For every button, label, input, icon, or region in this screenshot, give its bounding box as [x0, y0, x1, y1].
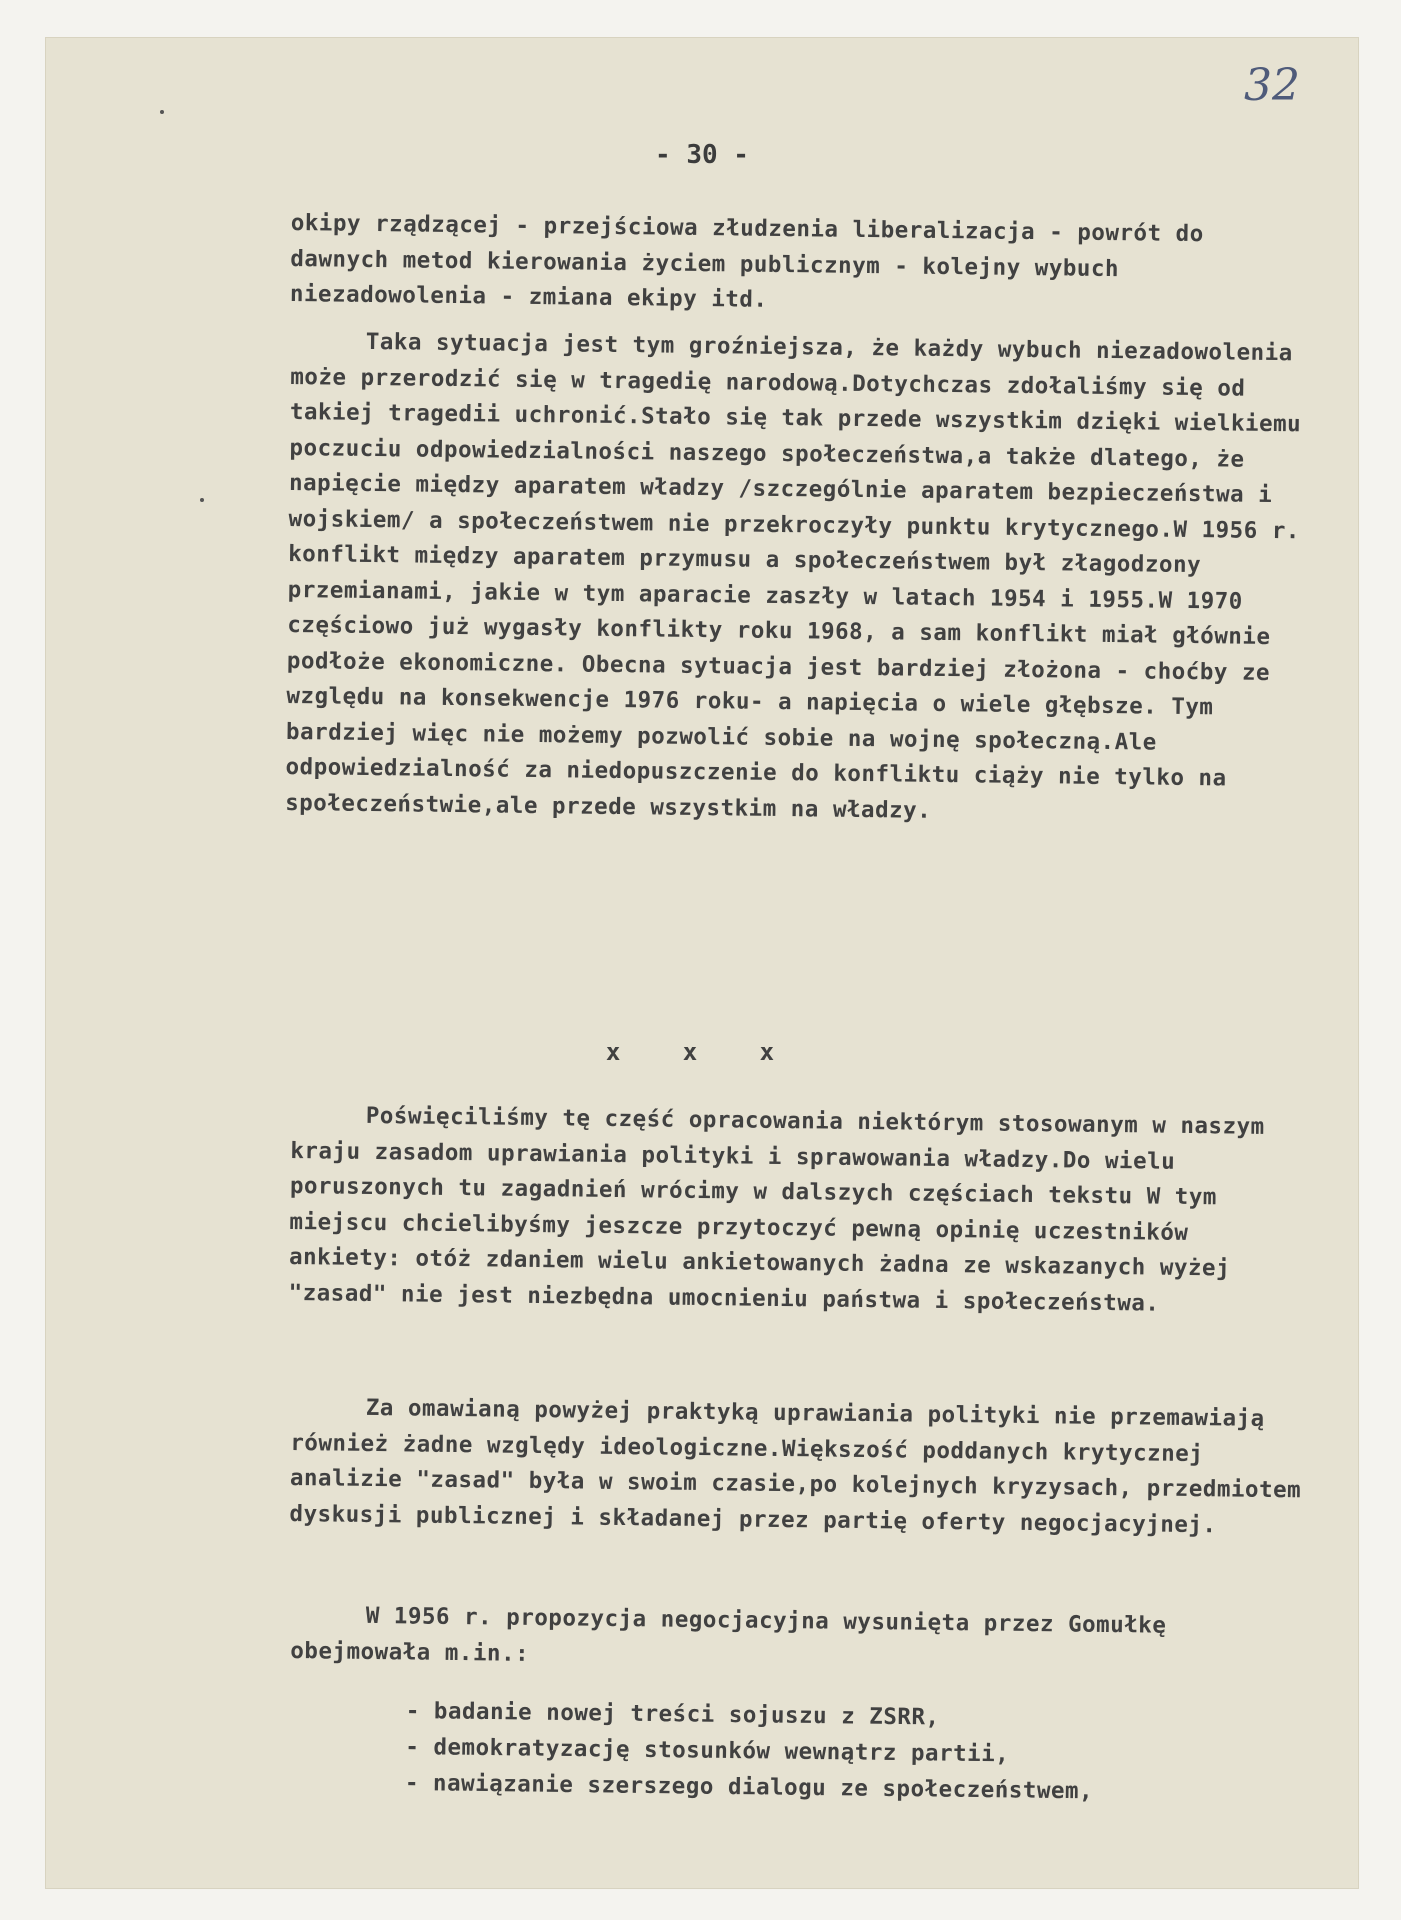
paragraph-2	[285, 324, 1311, 833]
list-item: - nawiązanie szerszego dialogu ze społeczeństwem,	[405, 1765, 1265, 1812]
list-item: - demokratyzację stosunków wewnątrz partii,	[405, 1729, 1265, 1776]
paragraph-5-text: W 1956 r. propozycja negocjacyjna wysunięta przez Gomułkę obejmowała m.in.:	[290, 1602, 1167, 1667]
proposal-list	[405, 1693, 1266, 1811]
document-page	[46, 38, 1358, 1888]
scan-speck	[200, 498, 204, 502]
list-item: - badanie nowej treści sojuszu z ZSRR,	[406, 1693, 1266, 1740]
paragraph-1-text: okipy rządzącej - przejściowa złudzenia liberalizacja - powrót do dawnych metod kierowania życiem publicznym - kolejny wybuch niezadowolenia - zmiana ekipy itd.	[289, 209, 1204, 313]
paragraph-5	[290, 1598, 1311, 1681]
section-separator: x x x	[605, 1038, 799, 1066]
archive-page-number: 32	[1244, 60, 1300, 111]
page-number: - 30 -	[655, 140, 749, 170]
paragraph-3	[288, 1098, 1311, 1323]
scan-speck	[160, 110, 164, 114]
paragraph-1	[290, 206, 1311, 325]
paragraph-2-text: Taka sytuacja jest tym groźniejsza, że każdy wybuch niezadowolenia może przerodzić się w tragedię narodową.Dotychczas zdołaliśmy się od takiej tragedii uchronić.Stało się tak przede wszystkim dzięki wielkiemu poczuciu odpowiedzialności naszego społeczeństwa,a także dlatego, że napięcie między aparatem władzy /szczególnie aparatem bezpieczeństwa i wojskiem/ a społeczeństwem nie przekroczyły punktu krytycznego.W 1956 r. konflikt między aparatem przymusu a społeczeństwem był złagodzony przemianami, jakie w tym aparacie zaszły w latach 1954 i 1955.W 1970 częściowo już wygasły konflikty roku 1968, a sam konflikt miał głównie podłoże ekonomiczne. Obecna sytuacja jest bardziej złożona - choćby ze względu na konsekwencje 1976 roku- a napięcia o wiele głębsze. Tym bardziej więc nie możemy pozwolić sobie na wojnę społeczną.Ale odpowiedzialność za niedopuszczenie do konfliktu ciąży nie tylko na społeczeństwie,ale przede wszystkim na władzy.	[284, 328, 1302, 824]
paragraph-3-text: Poświęciliśmy tę część opracowania niektórym stosowanym w naszym kraju zasadom uprawiania polityki i sprawowania władzy.Do wielu poruszonych tu zagadnień wrócimy w dalszych częściach tekstu W tym miejscu chcielibyśmy jeszcze przytoczyć pewną opinię uczestników ankiety: otóż zdaniem wielu ankietowanych żadna ze wskazanych wyżej "zasad" nie jest niezbędna umocnieniu państwa i społeczeństwa.	[288, 1102, 1265, 1317]
paragraph-4-text: Za omawianą powyżej praktyką uprawiania polityki nie przemawiają również żadne względy ideologiczne.Większość poddanych krytycznej analizie "zasad" była w swoim czasie,po kolejnych kryzysach, przedmiotem dyskusji publicznej i składanej przez partię oferty negocjacyjnej.	[289, 1394, 1302, 1538]
paragraph-4	[289, 1390, 1311, 1544]
